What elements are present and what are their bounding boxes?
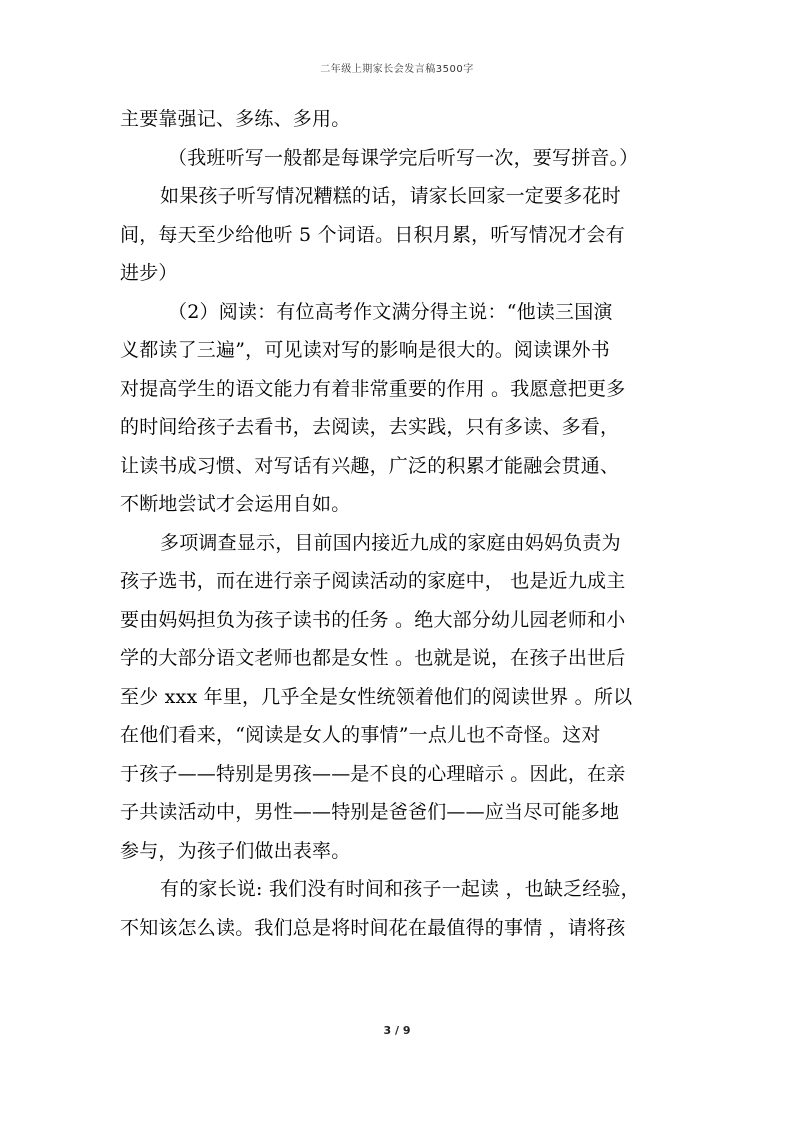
text-line: 多项调查显示，目前国内接近九成的家庭由妈妈负责为 [160, 531, 621, 554]
text-line: 子共读活动中，男性——特别是爸爸们——应当尽可能多地 [120, 801, 620, 823]
text-line: 让读书成习惯、对写话有兴趣，广泛的积累才能融会贯通、 [120, 454, 620, 477]
text-line: 学的大部分语文老师也都是女性 。也就是说，在孩子出世后 [120, 647, 626, 669]
text-line: 至少 xxx 年里，几乎全是女性统领着他们的阅读世界 。所以 [120, 685, 633, 708]
text-line: 于孩子——特别是男孩——是不良的心理暗示 。因此，在亲 [120, 762, 626, 785]
text-line: （2）阅读：有位高考作文满分得主说：“他读三国演 [168, 300, 613, 323]
text-line: 进步） [120, 262, 178, 284]
text-line: 义都读了三遍”，可见读对写的影响是很大的。阅读课外书 [120, 339, 610, 361]
text-line: 的时间给孩子去看书，去阅读，去实践，只有多读、多看， [120, 416, 620, 438]
text-line: 如果孩子听写情况糟糕的话，请家长回家一定要多花时 [160, 185, 621, 207]
page-header: 二年级上期家长会发言稿3500字 [320, 64, 474, 75]
text-line: 主要靠强记、多练、多用。 [120, 108, 351, 130]
text-line: 对提高学生的语文能力有着非常重要的作用 。我愿意把更多 [120, 377, 626, 400]
text-line: 参与，为孩子们做出表率。 [120, 839, 351, 862]
text-line: 不知该怎么读。我们总是将时间花在最值得的事情 ，请将孩 [120, 916, 626, 939]
text-line: 在他们看来，“阅读是女人的事情”一点儿也不奇怪。这对 [120, 724, 601, 746]
text-line: （我班听写一般都是每课学完后听写一次，要写拼音。） [168, 146, 639, 169]
text-line: 间，每天至少给他听 5 个词语。日积月累，听写情况才会有 [120, 223, 625, 246]
text-line: 有的家长说: 我们没有时间和孩子一起读 ，也缺乏经验， [160, 878, 640, 900]
text-line: 孩子选书，而在进行亲子阅读活动的家庭中， 也是近九成主 [120, 570, 626, 592]
document-body [120, 100, 676, 947]
page-number: 3 / 9 [383, 1024, 411, 1037]
text-line: 不断地尝试才会运用自如。 [120, 493, 351, 515]
text-line: 要由妈妈担负为孩子读书的任务 。绝大部分幼儿园老师和小 [120, 608, 626, 631]
